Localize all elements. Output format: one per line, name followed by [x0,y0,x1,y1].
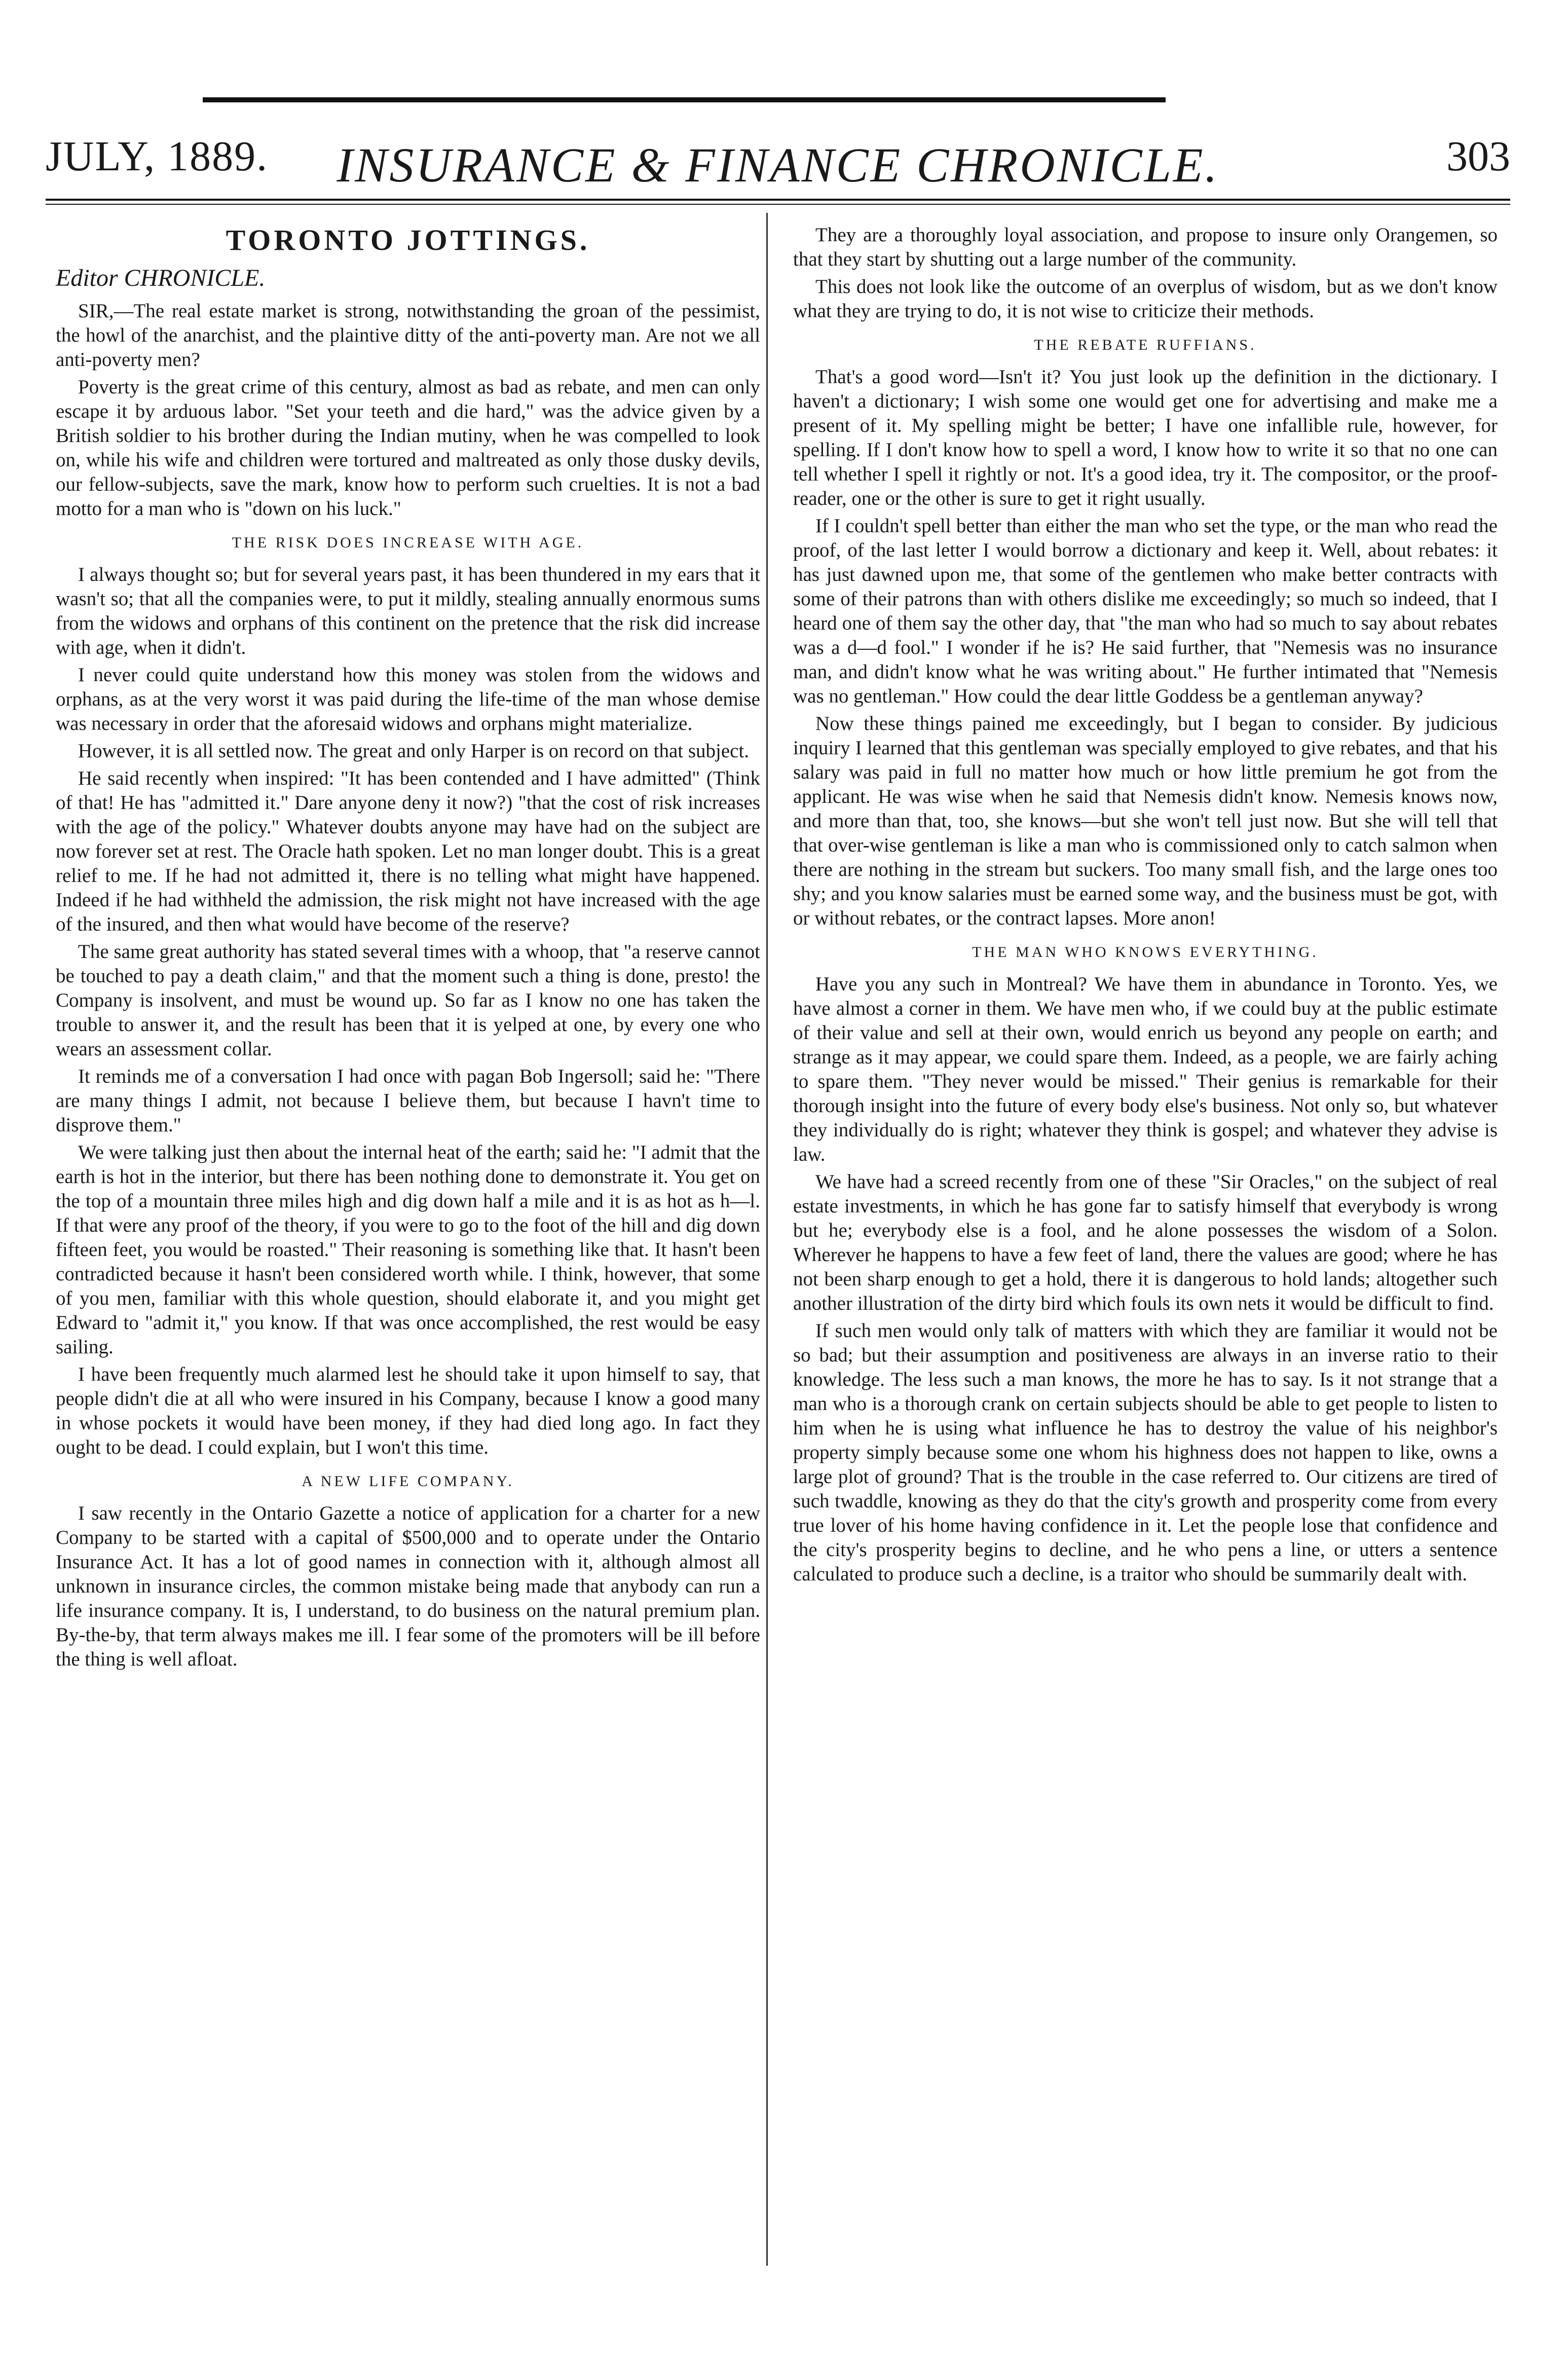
paragraph: I never could quite understand how this money was stolen from the widows and orphans, as at the very worst it was paid during the life-time of the man whose demise was necessary in order that the aforesaid widows and orphans might materialize. [56,664,760,734]
section-heading: THE RISK DOES INCREASE WITH AGE. [232,534,584,551]
section-heading: A NEW LIFE COMPANY. [302,1473,514,1490]
header-rule-thin [46,204,1510,205]
issue-date: JULY, 1889. [46,133,269,180]
header-rule [46,199,1510,201]
publication-title: INSURANCE & FINANCE CHRONICLE. [337,138,1219,192]
page-header [46,117,1510,198]
paragraph: If such men would only talk of matters with which they are familiar it would not be so bad; but their assumption and positiveness are always in an inverse ratio to their knowledge. The less such a man knows, the more he has to say. Is it not strange that a man who is a thorough crank on certain subjects should be able to get people to listen to him when he is using what influence he has to destroy the value of his neighbor's property simply because some one whom his highness does not happen to like, owns a large plot of ground? That is the trouble in the case referred to. Our citizens are tired of such twaddle, knowing as they do that the city's growth and prosperity come from every true lover of his home having confidence in it. Let the people lose that confidence and the city's prosperity begins to decline, and he who pens a line, or utters a sentence calculated to produce such a decline, is a traitor who should be summarily dealt with. [793,1320,1498,1585]
paragraph: I always thought so; but for several years past, it has been thundered in my ears that it wasn't so; that all the companies were, to put it mildly, stealing annually enormous sums from the widows and orphans of this continent on the pretence that the risk did increase with age, when it didn't. [56,564,760,658]
paragraph: If I couldn't spell better than either the man who set the type, or the man who read the proof, of the last letter I would borrow a dictionary and keep it. Well, about rebates: it has just dawned upon me, that some of the gentlemen who make better contracts with some of their patrons than with others dislike me exceedingly; so much so indeed, that I heard one of them say the other day, that "the man who had so much to say about rebates was a d—d fool." I wonder if he is? He said further, that "Nemesis was no insurance man, and didn't know what he was writing about." He further intimated that "Nemesis was no gentleman." How could the dear little Goddess be a gentleman anyway? [793,515,1498,707]
paragraph: That's a good word—Isn't it? You just look up the definition in the dictionary. I haven't a dictionary; I wish some one would get one for advertising and make me a present of it. My spelling might be better; I have one infallible rule, however, for spelling. If I don't know how to spell a word, I know how to write it so that no one can tell whether I spell it rightly or not. It's a good idea, try it. The compositor, or the proof-reader, one or the other is sure to get it right usually. [793,366,1498,509]
page-number: 303 [1446,133,1510,180]
paragraph: We were talking just then about the internal heat of the earth; said he: "I admit that the earth is hot in the interior, but there has been nothing done to demonstrate it. You get on the top of a mountain three miles high and dig down half a mile and it is as hot as h—l. If that were any proof of the theory, if you were to go to the foot of the hill and dig down fifteen feet, you would be roasted." Their reasoning is something like that. It hasn't been contradicted because it hasn't been considered worth while. I think, however, that some of you men, familiar with this whole question, should elaborate it, and you might get Edward to "admit it," you know. If that was once accomplished, the rest would be easy sailing. [56,1141,760,1358]
section-heading: THE REBATE RUFFIANS. [1034,337,1257,353]
paragraph: Have you any such in Montreal? We have them in abundance in Toronto. Yes, we have almost a corner in them. We have men who, if we could buy at the public estimate of their value and sell at their own, would enrich us beyond any people on earth; and strange as it may appear, we could spare them. Indeed, as a people, we are fairly aching to spare them. "They never would be missed." Their genius is remarkable for their thorough insight into the future of every body else's business. Not only so, but whatever they individually do is right; whatever they think is gospel; and whatever they advise is law. [793,973,1498,1165]
section-heading: THE MAN WHO KNOWS EVERYTHING. [972,944,1319,961]
column-divider [766,213,768,2266]
paragraph: Now these things pained me exceedingly, but I began to consider. By judicious inquiry I learned that this gentleman was specially employed to give rebates, and that his salary was paid in full no matter how much or how little premium he got from the applicant. He was wise when he said that Nemesis didn't know. Nemesis knows now, and more than that, too, she knows—but she won't tell just now. But she will tell that that over-wise gentleman is like a man who is commissioned only to catch salmon when there are nothing in the stream but suckers. Too many small fish, and the large ones too shy; and you know salaries must be earned some way, and the business must be got, with or without rebates, or the contract lapses. More anon! [793,713,1498,929]
paragraph: Poverty is the great crime of this century, almost as bad as rebate, and men can only escape it by arduous labor. "Set your teeth and die hard," was the advice given by a British soldier to his brother during the Indian mutiny, when he was compelled to look on, while his wife and children were tortured and maltreated as only those dusky devils, our fellow-subjects, save the mark, know how to perform such cruelties. It is not a bad motto for a man who is "down on his luck." [56,376,760,520]
paragraph: They are a thoroughly loyal association, and propose to insure only Orangemen, so that they start by shutting out a large number of the community. [793,224,1498,270]
paragraph: However, it is all settled now. The great and only Harper is on record on that subject. [78,740,750,762]
paragraph: I saw recently in the Ontario Gazette a notice of application for a charter for a new Company to be started with a capital of $500,000 and to operate under the Ontario Insurance Act. It has a lot of good names in connection with it, although almost all unknown in insurance circles, the common mistake being made that anybody can run a life insurance company. It is, I understand, to do business on the natural premium plan. By-the-by, that term always makes me ill. I fear some of the promoters will be ill before the thing is well afloat. [56,1502,760,1670]
paragraph: This does not look like the outcome of an overplus of wisdom, but as we don't know what they are trying to do, it is not wise to criticize their methods. [793,276,1498,322]
paragraph: We have had a screed recently from one of these "Sir Oracles," on the subject of real estate investments, in which he has gone far to satisfy himself that everybody is wrong but he; everybody else is a fool, and he alone possesses the wisdom of a Solon. Wherever he happens to have a few feet of land, there the values are good; where he has not been sharp enough to get a hold, there it is dangerous to hold lands; altogether such another illustration of the dirty bird which fouls its own nets it would be difficult to find. [793,1171,1498,1314]
paragraph: It reminds me of a conversation I had once with pagan Bob Ingersoll; said he: "There are many things I admit, not because I believe them, but because I havn't time to disprove them." [56,1065,760,1136]
left-column [56,223,760,1675]
paragraph: SIR,—The real estate market is strong, notwithstanding the groan of the pessimist, the howl of the anarchist, and the plaintive ditty of the anti-poverty man. Are not we all anti-poverty men? [56,300,760,371]
paragraph: The same great authority has stated several times with a whoop, that "a reserve cannot be touched to pay a death claim," and that the moment such a thing is done, presto! the Company is insolvent, and must be wound up. So far as I know no one has taken the trouble to answer it, and the result has been that it is yelped at one, by every one who wears an assessment collar. [56,941,760,1060]
salutation: Editor CHRONICLE. [56,265,266,291]
paragraph: He said recently when inspired: "It has been contended and I have admitted" (Think of that! He has "admitted it." Dare anyone deny it now?) "that the cost of risk increases with the age of the policy." Whatever doubts anyone may have had on the subject are now forever set at rest. The Oracle hath spoken. Let no man longer doubt. This is a great relief to me. If he had not admitted it, there is no telling what might have happened. Indeed if he had withheld the admission, the risk might not have increased with the age of the insured, and then what would have become of the reserve? [56,767,760,935]
top-rule [203,97,1166,102]
right-column [793,223,1498,1590]
paragraph: I have been frequently much alarmed lest he should take it upon himself to say, that people didn't die at all who were insured in his Company, because I know a good many in whose pockets it would have been money, if they had died long ago. In fact they ought to be dead. I could explain, but I won't this time. [56,1363,760,1458]
article-title: TORONTO JOTTINGS. [226,224,590,256]
